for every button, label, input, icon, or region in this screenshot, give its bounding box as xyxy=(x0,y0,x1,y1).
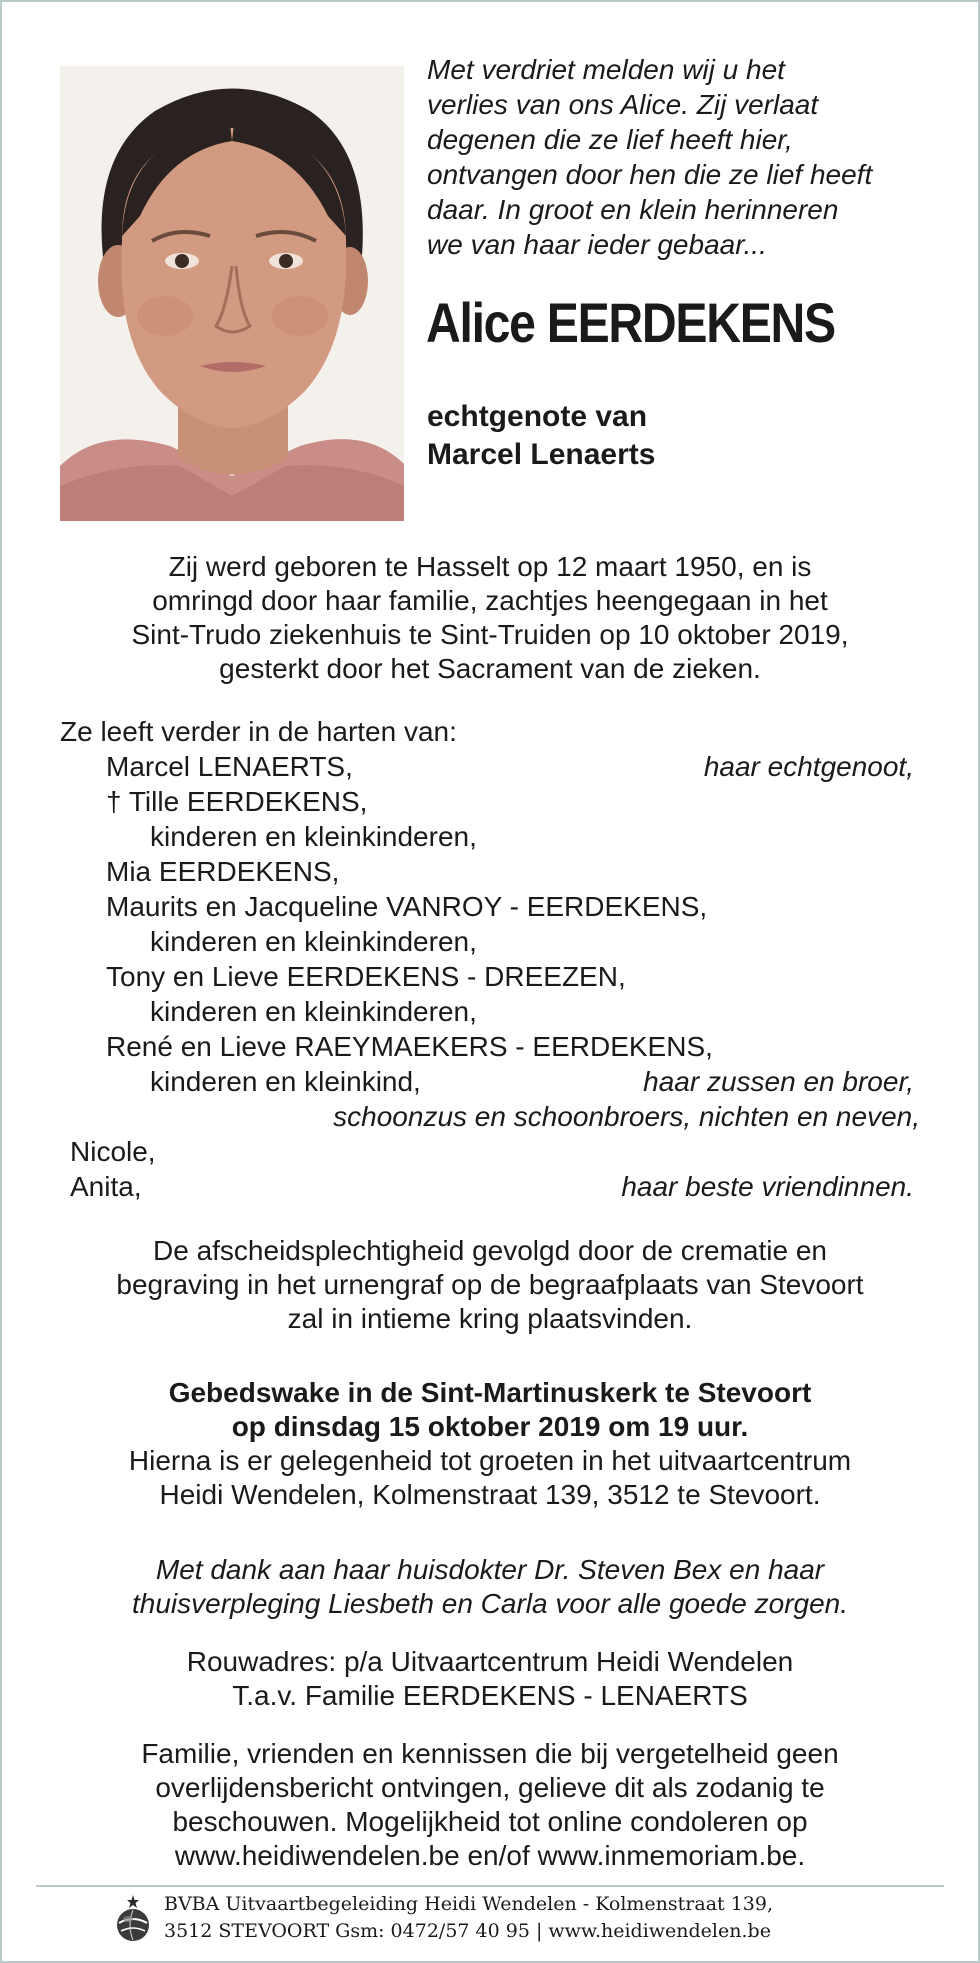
relatives-heading: Ze leeft verder in de harten van: xyxy=(60,716,457,747)
birth-death-paragraph xyxy=(2,550,978,686)
relative-row xyxy=(60,784,920,819)
prayer-vigil-title: Gebedswake in de Sint-Martinuskerk te Stevoort xyxy=(168,1377,812,1408)
footer-company-address: BVBA Uitvaartbegeleiding Heidi Wendelen - Kolmenstraat 139, xyxy=(164,1893,774,1915)
funeral-home-logo-icon xyxy=(111,1893,155,1943)
prayer-vigil-date: op dinsdag 15 oktober 2019 om 19 uur. xyxy=(231,1411,749,1442)
relative-row xyxy=(60,1169,920,1204)
spouse-name: Marcel Lenaerts xyxy=(427,438,656,471)
relative-name: Marcel LENAERTS, xyxy=(106,751,353,782)
relative-name: Mia EERDEKENS, xyxy=(106,856,340,887)
footer-divider xyxy=(36,1885,944,1887)
relative-role: schoonzus en schoonbroers, nichten en neven, xyxy=(333,1101,920,1132)
intro-line: we van haar ieder gebaar... xyxy=(427,229,767,260)
paragraph-line: beschouwen. Mogelijkheid tot online condoleren op xyxy=(172,1806,808,1837)
thanks-paragraph xyxy=(2,1553,978,1621)
intro-line: degenen die ze lief heeft hier, xyxy=(427,124,793,155)
paragraph-line: T.a.v. Familie EERDEKENS - LENAERTS xyxy=(232,1680,748,1711)
mourning-address xyxy=(2,1645,978,1713)
relative-row xyxy=(60,1064,920,1099)
relative-role: haar echtgenoot, xyxy=(703,751,914,782)
paragraph-line: gesterkt door het Sacrament van de zieken. xyxy=(219,653,761,684)
paragraph-line: thuisverpleging Liesbeth en Carla voor alle goede zorgen. xyxy=(131,1588,849,1619)
paragraph-line: Hierna is er gelegenheid tot groeten in het uitvaartcentrum xyxy=(128,1445,852,1476)
paragraph-line: Zij werd geboren te Hasselt op 12 maart 1950, en is xyxy=(168,551,812,582)
paragraph-line: De afscheidsplechtigheid gevolgd door de crematie en xyxy=(153,1235,827,1266)
intro-line: daar. In groot en klein herinneren xyxy=(427,194,839,225)
deceased-name: Alice EERDEKENS xyxy=(426,291,835,354)
spouse-relation: echtgenote van xyxy=(427,400,648,433)
paragraph-line: zal in intieme kring plaatsvinden. xyxy=(287,1303,693,1334)
relative-row xyxy=(60,889,920,924)
paragraph-line: Familie, vrienden en kennissen die bij vergetelheid geen xyxy=(141,1738,839,1769)
spouse-info xyxy=(427,398,655,474)
relative-name: kinderen en kleinkind, xyxy=(150,1066,421,1097)
intro-line: verlies van ons Alice. Zij verlaat xyxy=(427,89,819,120)
paragraph-line: overlijdensbericht ontvingen, gelieve dit als zodanig te xyxy=(155,1772,825,1803)
relative-row xyxy=(60,994,920,1029)
footer-phone-website: 3512 STEVOORT Gsm: 0472/57 40 95 | www.heidiwendelen.be xyxy=(164,1920,771,1942)
intro-poem xyxy=(427,52,947,262)
paragraph-line: Sint-Trudo ziekenhuis te Sint-Truiden op 10 oktober 2019, xyxy=(131,619,849,650)
prayer-vigil xyxy=(2,1376,978,1512)
relative-row xyxy=(60,819,920,854)
ceremony-paragraph xyxy=(2,1234,978,1336)
portrait-photo xyxy=(60,66,404,521)
relative-name: kinderen en kleinkinderen, xyxy=(150,821,477,852)
relative-row xyxy=(60,1099,920,1134)
intro-line: Met verdriet melden wij u het xyxy=(427,54,785,85)
relative-name: Tony en Lieve EERDEKENS - DREEZEN, xyxy=(106,961,626,992)
paragraph-line: begraving in het urnengraf op de begraafplaats van Stevoort xyxy=(116,1269,864,1300)
closing-paragraph xyxy=(2,1737,978,1873)
relative-name: Maurits en Jacqueline VANROY - EERDEKENS, xyxy=(106,891,708,922)
footer-contact xyxy=(164,1891,773,1945)
relative-name: Nicole, xyxy=(70,1136,156,1167)
relative-row xyxy=(60,959,920,994)
relative-name: kinderen en kleinkinderen, xyxy=(150,926,477,957)
intro-line: ontvangen door hen die ze lief heeft xyxy=(427,159,873,190)
relative-name: Anita, xyxy=(70,1171,142,1202)
relative-row xyxy=(60,854,920,889)
relative-name: † Tille EERDEKENS, xyxy=(106,786,368,817)
relative-row xyxy=(60,924,920,959)
paragraph-line: Heidi Wendelen, Kolmenstraat 139, 3512 te Stevoort. xyxy=(159,1479,821,1510)
relative-role: haar zussen en broer, xyxy=(643,1066,914,1097)
website-links[interactable]: www.heidiwendelen.be en/of www.inmemoriam.be. xyxy=(174,1840,806,1871)
relative-row xyxy=(60,749,920,784)
relative-row xyxy=(60,1029,920,1064)
paragraph-line: Rouwadres: p/a Uitvaartcentrum Heidi Wendelen xyxy=(186,1646,794,1677)
paragraph-line: Met dank aan haar huisdokter Dr. Steven Bex en haar xyxy=(155,1554,825,1585)
relatives-list xyxy=(60,714,920,1204)
relative-name: René en Lieve RAEYMAEKERS - EERDEKENS, xyxy=(106,1031,713,1062)
paragraph-line: omringd door haar familie, zachtjes heengegaan in het xyxy=(152,585,828,616)
relative-name: kinderen en kleinkinderen, xyxy=(150,996,477,1027)
relative-role: haar beste vriendinnen. xyxy=(621,1171,914,1202)
relative-row xyxy=(60,1134,920,1169)
